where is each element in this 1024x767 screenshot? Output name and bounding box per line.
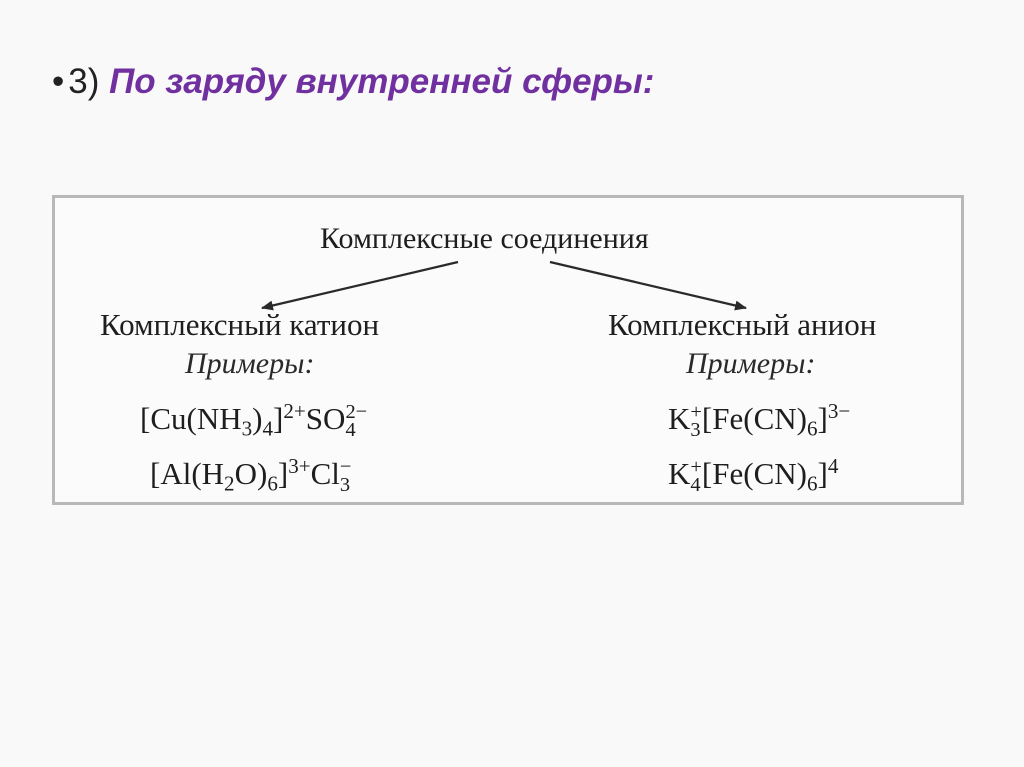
title-number: 3)	[68, 62, 100, 101]
anion-examples-label: Примеры:	[686, 347, 816, 380]
cation-formula-1: $[Cu(NH_3)_4]^{2+}SO$ 2− 4	[140, 399, 368, 442]
anion-formula-2: K + 4 $[Fe(CN)_6]^4$	[668, 454, 839, 497]
cation-label: Комплексный катион	[100, 307, 380, 342]
arrow-to-anion	[550, 262, 746, 308]
root-label: Комплексные соединения	[320, 222, 649, 255]
cation-examples-label: Примеры:	[185, 347, 315, 380]
cation-formula-2: $[Al(H_2O)_6]^{3+}Cl$ − 3	[150, 454, 352, 497]
anion-formula-1: K + 3 $[Fe(CN)_6]^{3-}$	[668, 399, 851, 442]
bullet-marker: •	[52, 62, 65, 101]
title-text: По заряду внутренней сферы:	[109, 62, 655, 101]
anion-label: Комплексный анион	[608, 307, 877, 342]
arrow-to-cation	[262, 262, 458, 308]
